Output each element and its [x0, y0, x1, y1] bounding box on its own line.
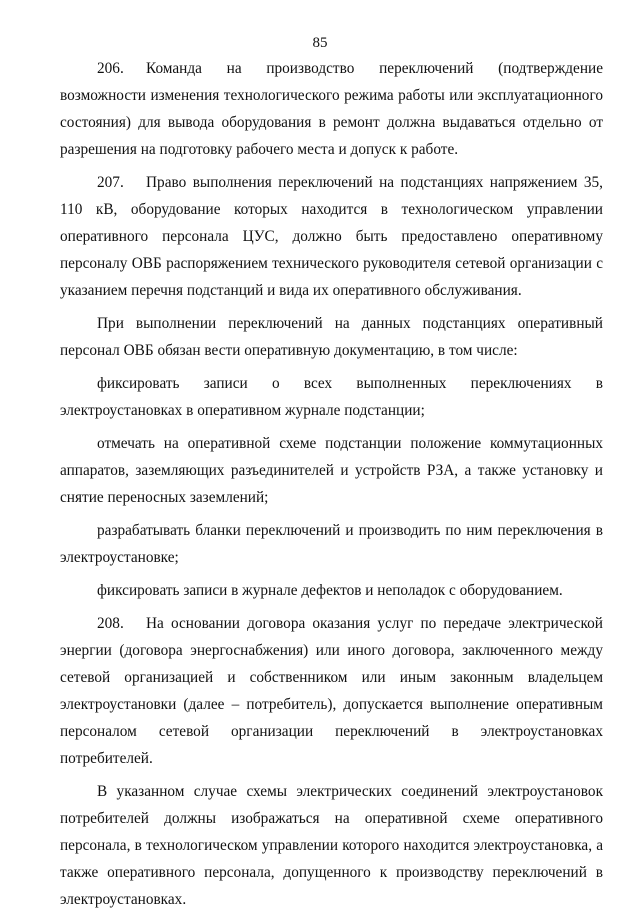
- list-item-defect-journal: фиксировать записи в журнале дефектов и неполадок с оборудованием.: [97, 582, 563, 599]
- list-item-mark-scheme: отмечать на оперативной схеме подстанции положение коммутационных аппаратов, заземляющих разъединителей и устройств РЗА, а также установку и снятие переносных заземлений;: [60, 435, 603, 506]
- paragraph-text: Право выполнения переключений на подстанциях напряжением 35, 110 кВ, оборудование которых находится в технологическом управлении оперативного персонала ЦУС, должно быть предоставлено оперативному персоналу ОВБ распоряжением технического руководителя сетевой организации с указанием перечня подстанций и вида их оперативного обслуживания.: [60, 174, 603, 299]
- page-number: 85: [312, 35, 328, 51]
- paragraph-208: [60, 610, 603, 772]
- paragraph-number: 208.: [97, 615, 124, 632]
- list-item-switching-forms: разрабатывать бланки переключений и производить по ним переключения в электроустановке;: [60, 522, 603, 566]
- paragraph-consumer-schemes: В указанном случае схемы электрических соединений электроустановок потребителей должны изображаться на оперативной схеме оперативного персонала, в технологическом управлении которого находится электроустановка, а также оперативного персонала, допущенного к производству переключений в электроустановках.: [60, 783, 603, 908]
- document-body: [60, 55, 603, 913]
- paragraph-number: 206.: [97, 60, 124, 77]
- paragraph-207: [60, 169, 603, 304]
- paragraph-text: Команда на производство переключений (подтверждение возможности изменения технологического режима работы или эксплуатационного состояния) для вывода оборудования в ремонт должна выдаваться отдельно от разрешения на подготовку рабочего места и допуск к работе.: [60, 60, 603, 158]
- paragraph-obligations-intro: При выполнении переключений на данных подстанциях оперативный персонал ОВБ обязан вести оперативную документацию, в том числе:: [60, 315, 603, 359]
- paragraph-number: 207.: [97, 174, 124, 191]
- paragraph-206: [60, 55, 603, 163]
- paragraph-text: На основании договора оказания услуг по передаче электрической энергии (договора энергоснабжения) или иного договора, заключенного между сетевой организацией и собственником или иным законным владельцем электроустановки (далее – потребитель), допускается выполнение оперативным персоналом сетевой организации переключений в электроустановках потребителей.: [60, 615, 603, 767]
- list-item-record-switching: фиксировать записи о всех выполненных переключениях в электроустановках в оперативном журнале подстанции;: [60, 375, 603, 419]
